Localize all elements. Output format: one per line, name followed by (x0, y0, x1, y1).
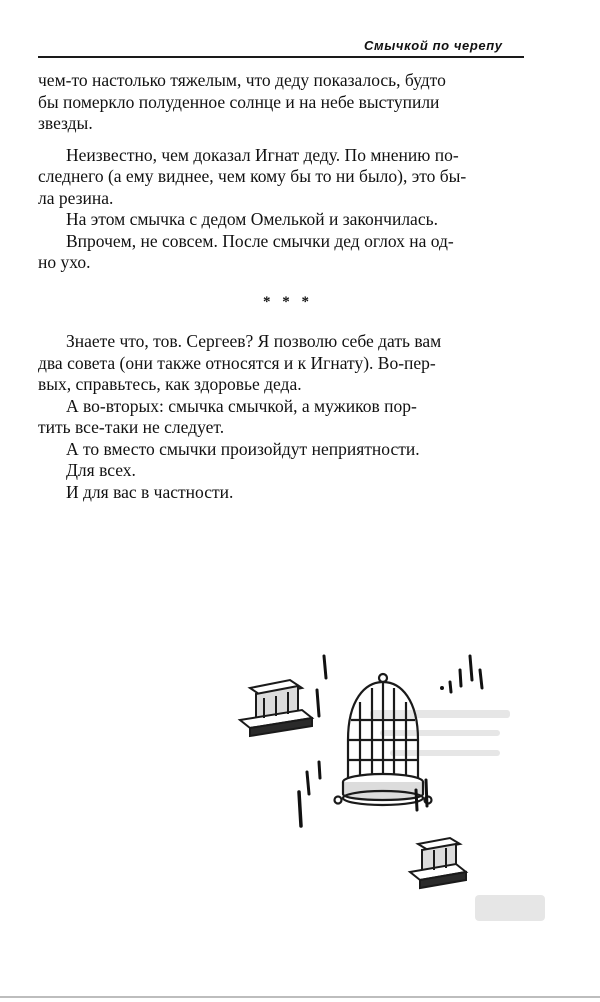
text-line: звезды. (38, 113, 93, 133)
paragraph-gap (38, 135, 518, 145)
body-text (38, 70, 518, 503)
text-line: тить все-таки не следует. (38, 417, 225, 437)
left-pedestal-icon (240, 680, 312, 736)
birdcage-illustration (220, 630, 550, 930)
text-line: Для всех. (66, 460, 136, 480)
text-line: А во-вторых: смычка смычкой, а мужиков пор- (66, 395, 417, 416)
text-line: Знаете что, тов. Сергеев? Я позволю себе дать вам (66, 331, 442, 351)
paragraph (38, 460, 518, 482)
section-gap (38, 313, 518, 331)
text-line: следнего (а ему виднее, чем кому бы то ни было), это бы- (38, 166, 467, 186)
text-line: но ухо. (38, 252, 91, 272)
header-rule (38, 56, 524, 58)
text-line: И для вас в частности. (66, 481, 234, 502)
text-line: два совета (они также относятся и к Игнату). Во-пер- (38, 352, 436, 373)
birdcage-icon (335, 674, 432, 805)
page-bottom-edge (0, 996, 600, 998)
running-title: Смычкой по черепу (364, 38, 503, 53)
section-separator: * * * (263, 293, 313, 310)
paragraph (38, 70, 518, 135)
paragraph (38, 482, 518, 504)
text-line: На этом смычка с дедом Омелькой и закончилась. (66, 209, 438, 229)
background-smudge-icon (370, 710, 545, 921)
text-line: вых, справьтесь, как здоровье деда. (38, 374, 302, 394)
text-line: Неизвестно, чем доказал Игнат деду. По мнению по- (66, 144, 459, 165)
paragraph (38, 209, 518, 231)
paragraph (38, 145, 518, 210)
text-line: Впрочем, не совсем. После смычки дед оглох на од- (66, 230, 454, 251)
right-pedestal-icon (410, 838, 466, 888)
text-line: чем-то настолько тяжелым, что деду показалось, будто (38, 70, 446, 90)
text-line: бы померкло полуденное солнце и на небе выступили (38, 91, 440, 112)
text-line: ла резина. (38, 187, 114, 208)
text-line: А то вместо смычки произойдут неприятности. (66, 438, 420, 459)
paragraph (38, 439, 518, 461)
section-gap (38, 274, 518, 292)
paragraph (38, 396, 518, 439)
paragraph (38, 331, 518, 396)
paragraph (38, 231, 518, 274)
